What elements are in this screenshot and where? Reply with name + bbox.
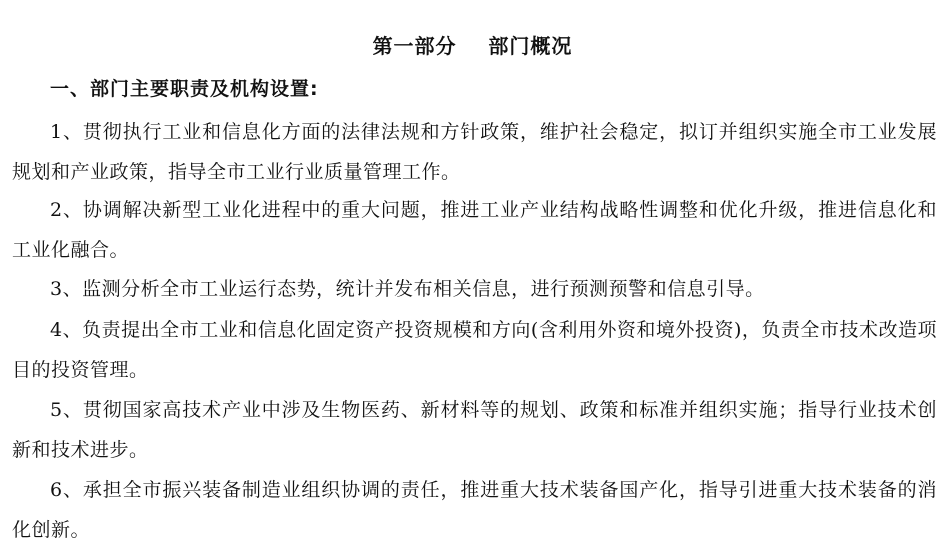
paragraph-2: 2、协调解决新型工业化进程中的重大问题，推进工业产业结构战略性调整和优化升级，推进信息化和工业化融合。 [12,199,937,261]
page-title: 第一部分 部门概况 [372,34,573,58]
paragraph-1: 1、贯彻执行工业和信息化方面的法律法规和方针政策，维护社会稳定，拟订并组织实施全市工业发展规划和产业政策，指导全市工业行业质量管理工作。 [12,121,937,183]
paragraph-6: 6、承担全市振兴装备制造业组织协调的责任，推进重大技术装备国产化，指导引进重大技术装备的消化创新。 [12,479,937,541]
paragraph-4: 4、负责提出全市工业和信息化固定资产投资规模和方向(含利用外资和境外投资)，负责全市技术改造项目的投资管理。 [12,319,937,381]
paragraph-5: 5、贯彻国家高技术产业中涉及生物医药、新材料等的规划、政策和标准并组织实施；指导行业技术创新和技术进步。 [12,399,937,461]
paragraph-3: 3、监测分析全市工业运行态势，统计并发布相关信息，进行预测预警和信息引导。 [50,278,765,300]
section-heading: 一、部门主要职责及机构设置: [50,78,319,100]
